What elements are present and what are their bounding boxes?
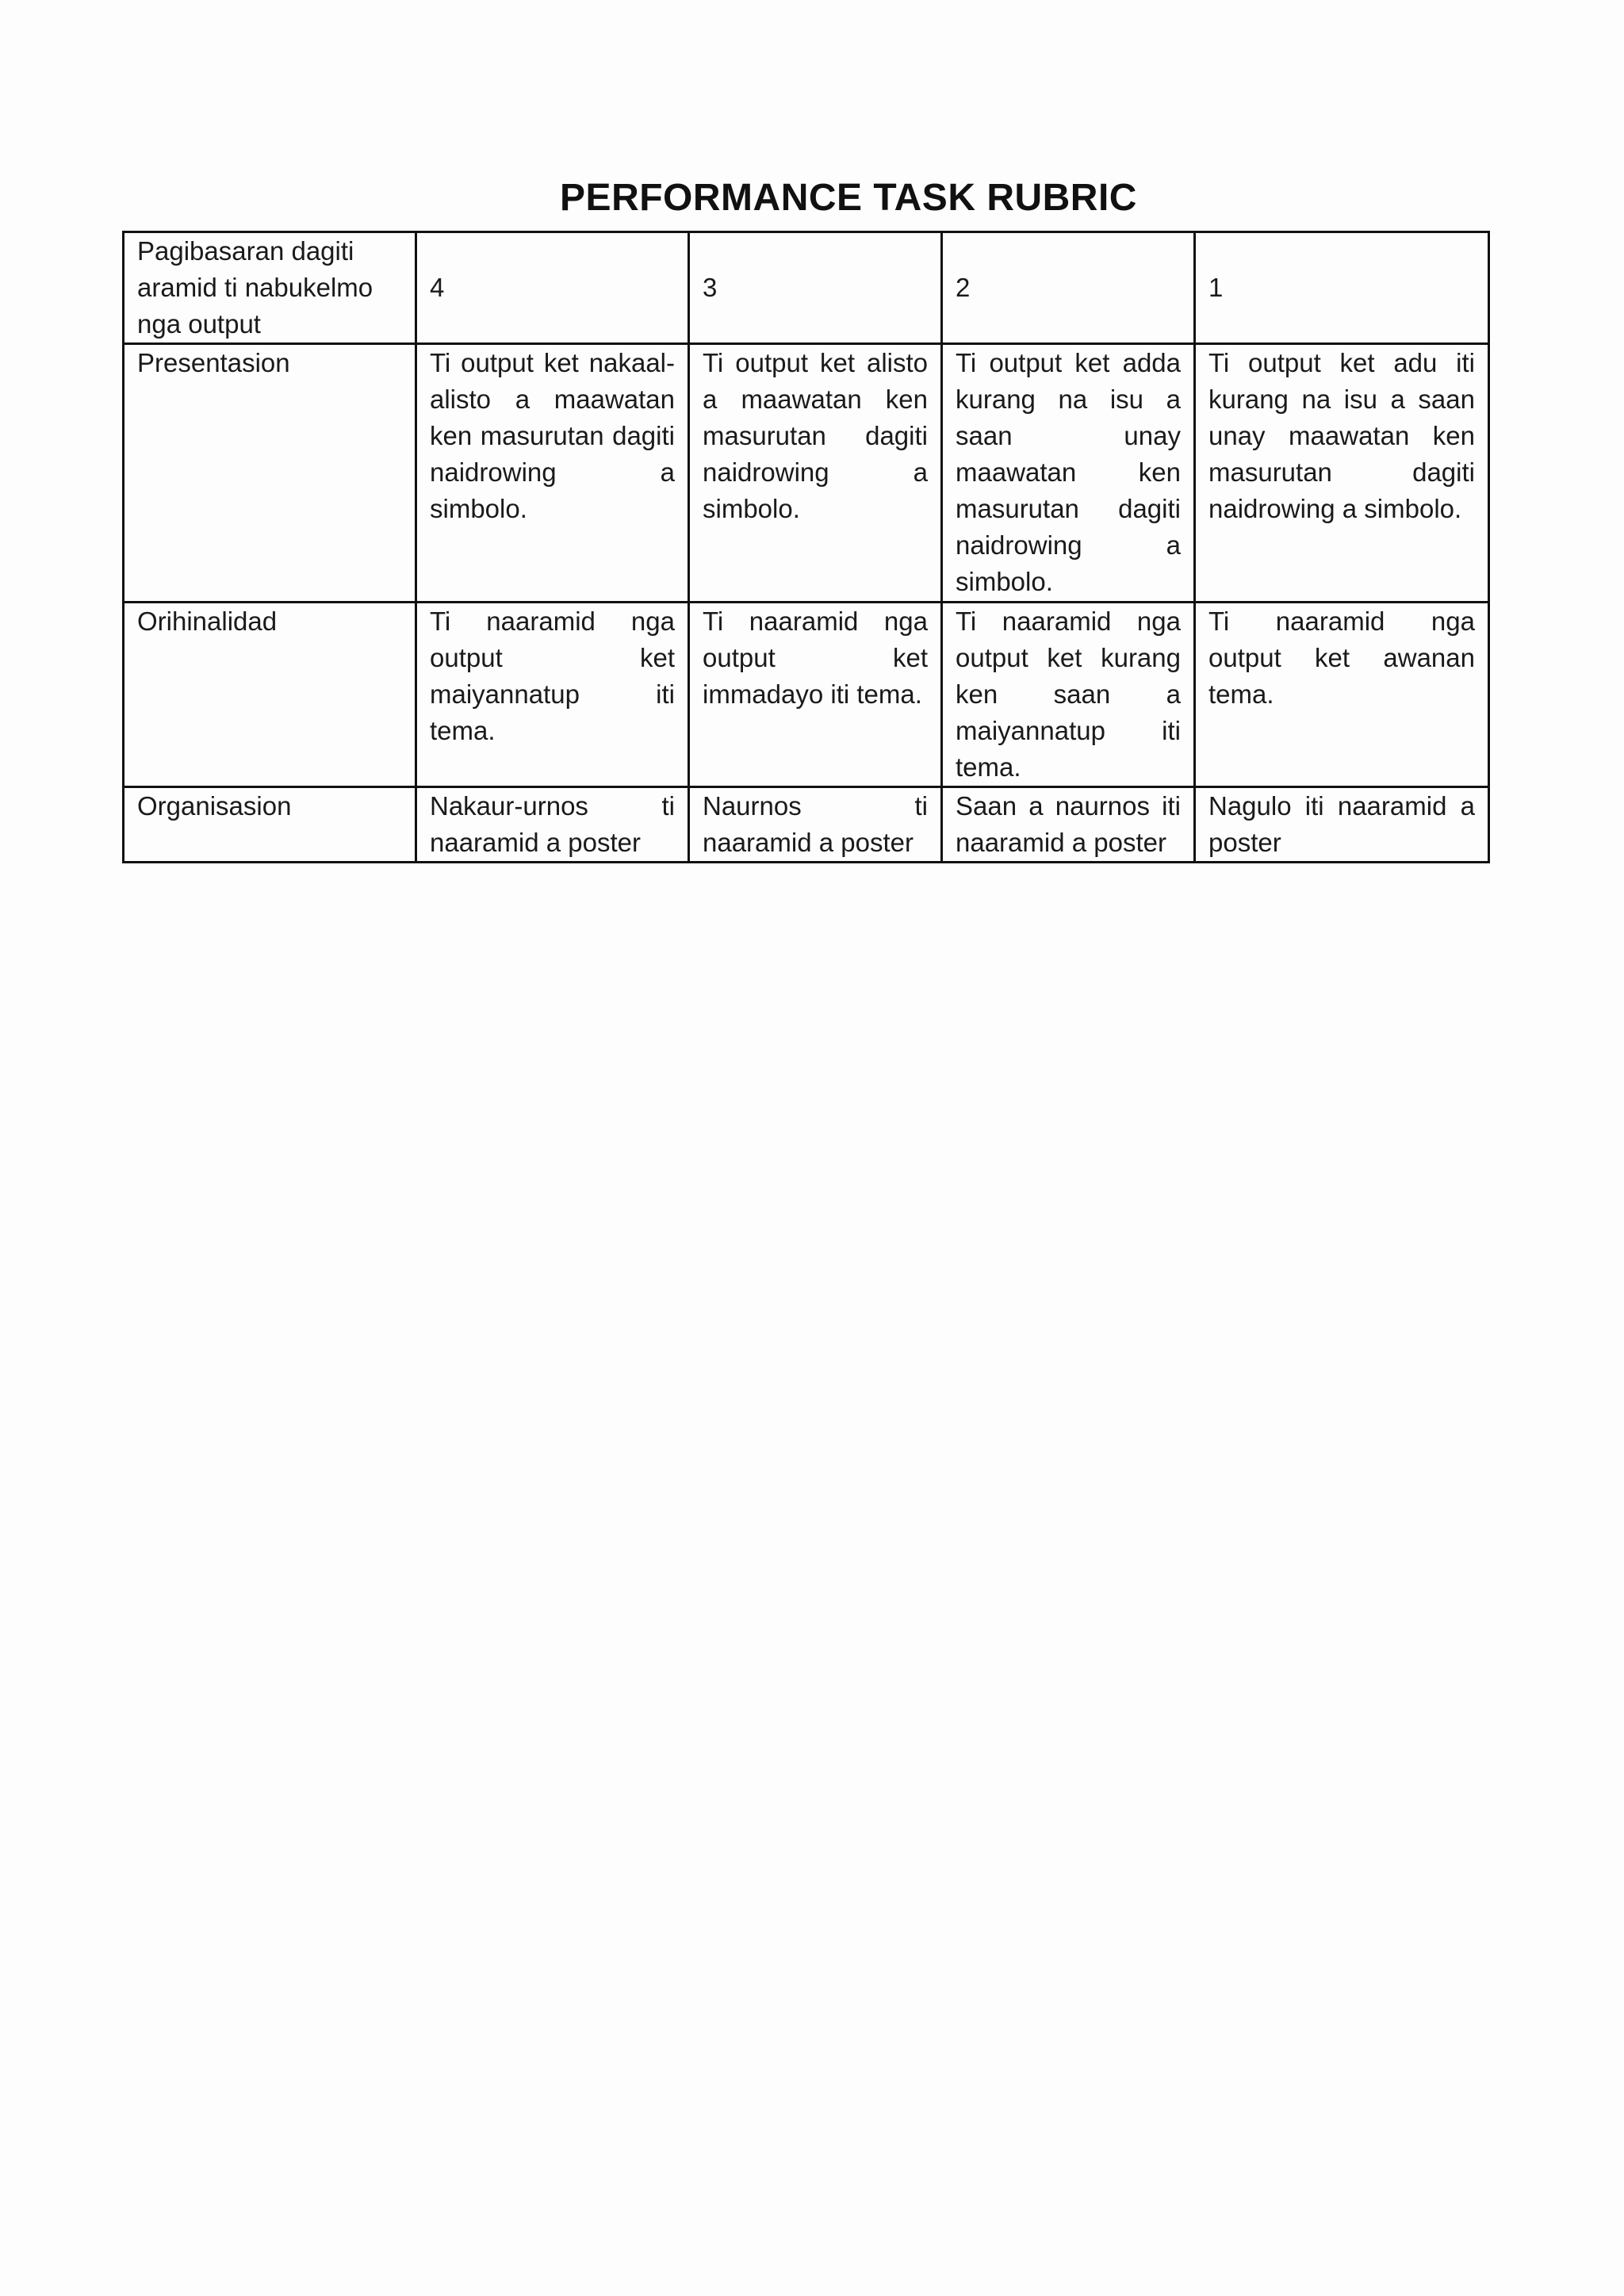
rubric-row-presentasion: [124, 344, 1489, 603]
level-1-header: 1: [1195, 232, 1489, 344]
rubric-row-organisasion: [124, 787, 1489, 863]
rubric-cell: Ti naaramid nga output ket maiyannatup iti tema.: [416, 603, 689, 787]
level-2-header: 2: [942, 232, 1195, 344]
criterion-cell: Orihinalidad: [124, 603, 416, 787]
level-4-header: 4: [416, 232, 689, 344]
rubric-cell: Ti output ket adda kurang na isu a saan unay maawatan ken masurutan dagiti naidrowing a simbolo.: [942, 344, 1195, 603]
rubric-cell: Nagulo iti naaramid a poster: [1195, 787, 1489, 863]
rubric-cell: Ti naaramid nga output ket immadayo iti tema.: [689, 603, 942, 787]
criterion-cell: Organisasion: [124, 787, 416, 863]
rubric-header-row: [124, 232, 1489, 344]
criterion-cell: Presentasion: [124, 344, 416, 603]
rubric-cell: Ti naaramid nga output ket awanan tema.: [1195, 603, 1489, 787]
rubric-cell: Saan a naurnos iti naaramid a poster: [942, 787, 1195, 863]
rubric-cell: Naurnos ti naaramid a poster: [689, 787, 942, 863]
rubric-cell: Ti naaramid nga output ket kurang ken saan a maiyannatup iti tema.: [942, 603, 1195, 787]
rubric-table: [122, 231, 1490, 863]
level-3-header: 3: [689, 232, 942, 344]
rubric-cell: Ti output ket adu iti kurang na isu a saan unay maawatan ken masurutan dagiti naidrowing a simbolo.: [1195, 344, 1489, 603]
rubric-cell: Ti output ket nakaal-alisto a maawatan ken masurutan dagiti naidrowing a simbolo.: [416, 344, 689, 603]
rubric-row-orihinalidad: [124, 603, 1489, 787]
rubric-cell: Ti output ket alisto a maawatan ken masurutan dagiti naidrowing a simbolo.: [689, 344, 942, 603]
rubric-cell: Nakaur-urnos ti naaramid a poster: [416, 787, 689, 863]
criteria-header-cell: Pagibasaran dagiti aramid ti nabukelmo nga output: [124, 232, 416, 344]
page-title: PERFORMANCE TASK RUBRIC: [560, 177, 1137, 219]
